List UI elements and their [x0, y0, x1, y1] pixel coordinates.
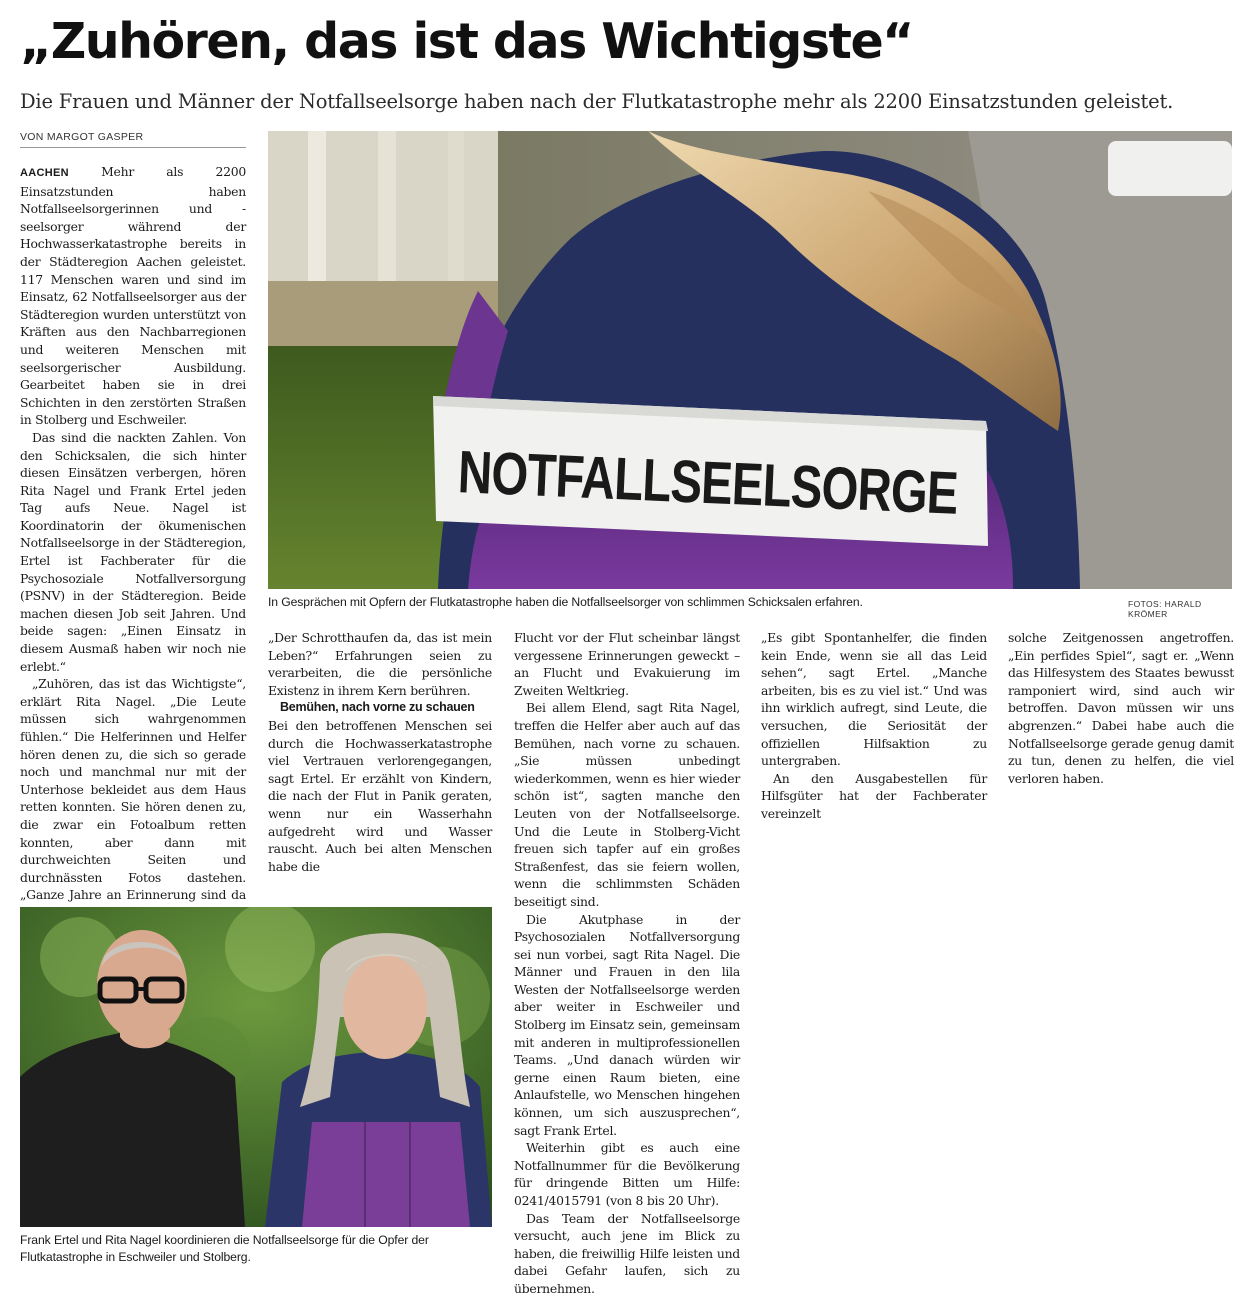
article-column-3: [514, 629, 740, 1298]
ertel-nagel-portrait: [20, 907, 492, 1227]
portrait-photo-caption: Frank Ertel und Rita Nagel koordinieren die Notfallseelsorge für die Opfer der Flutkatastrophe in Eschweiler und Stolberg.: [20, 1233, 429, 1264]
headline: „Zuhören, das ist das Wichtigste“: [20, 13, 913, 70]
byline: VON MARGOT GASPER: [20, 130, 246, 148]
paragraph: Bei den betroffenen Menschen sei durch die Hochwasserkatastrophe viel Vertrauen verlorengegangen, sagt Ertel. Er erzählt von Kindern, die nach der Flut in Panik geraten, wenn nur ein Wasserhahn aufgedreht wird und Wasser rauscht. Auch bei alten Menschen habe die: [268, 717, 492, 874]
portrait-photo: [20, 907, 492, 1227]
paragraph: Weiterhin gibt es auch eine Notfallnummer für die Bevölkerung für dringende Bitten um Hilfe: 0241/4015791 (von 8 bis 20 Uhr).: [514, 1140, 740, 1208]
article-column-4: [761, 629, 987, 823]
subheading: Bemühen, nach vorne zu schauen: [280, 700, 475, 715]
paragraph: Die Akutphase in der Psychosozialen Notfallversorgung sei nun vorbei, sagt Rita Nagel. Die Männer und Frauen in den lila Westen der Notfallseelsorge werden aber weiter in Eschweiler und Stolberg im Einsatz sein, gemeinsam mit anderen in multiprofessionellen Teams. „Und danach würden wir gerne einen Raum bieten, eine Anlaufstelle, wo Menschen hingehen können, um sich auszusprechen“, sagt Frank Ertel.: [514, 911, 740, 1138]
paragraph: solche Zeitgenossen angetroffen. „Ein perfides Spiel“, sagt er. „Wenn das Hilfesystem des Staates bewusst ramponiert wird, sind auch wir betroffen. Davon müssen wir uns abgrenzen.“ Dabei habe auch die Notfallseelsorge gerade genug damit zu tun, denen zu helfen, die viel verloren haben.: [1008, 630, 1234, 786]
paragraph: Das sind die nackten Zahlen. Von den Schicksalen, die sich hinter diesen Einsätzen verbergen, hören Rita Nagel und Frank Ertel jeden Tag aufs Neue. Nagel ist Koordinatorin der ökumenischen Notfallseelsorge in der Städteregion, Ertel ist Fachberater für die Psychosoziale Notfallversorgung (PSNV) in der Städteregion. Beide machen diesen Job seit Jahren. Und beide sagen: „Einen Einsatz in diesem Ausmaß haben wir noch nie erlebt.“: [20, 429, 246, 674]
article-column-2: [268, 629, 492, 875]
paragraph: An den Ausgabestellen für Hilfsgüter hat der Fachberater vereinzelt: [761, 770, 987, 821]
paragraph-text: Mehr als 2200 Einsatzstunden haben Notfallseelsorgerinnen und -seelsorger während der Hochwasserkatastrophe bereits in der Städteregion Aachen geleistet. 117 Menschen waren und sind im Einsatz, 62 Notfallseelsorger aus der Städteregion wurden unterstützt von Kräften aus den Nachbarregionen und weiteren Menschen mit seelsorgerischer Ausbildung. Gearbeitet haben sie in drei Schichten in den zerstörten Straßen in Stolberg und Eschweiler.: [20, 164, 246, 428]
main-photo-caption: In Gesprächen mit Opfern der Flutkatastrophe haben die Notfallseelsorger von schlimmen Schicksalen erfahren.: [268, 595, 863, 609]
paragraph: „Der Schrotthaufen da, das ist mein Leben?“ Erfahrungen seien zu verarbeiten, die die persönliche Existenz in ihrem Kern berühren.: [268, 630, 492, 698]
subline: Die Frauen und Männer der Notfallseelsorge haben nach der Flutkatastrophe mehr als 2200 Einsatzstunden geleistet.: [20, 90, 1174, 113]
paragraph: „Zuhören, das ist das Wichtigste“, erklärt Rita Nagel. „Die Leute müssen sich wahrgenommen fühlen.“ Die Helferinnen und Helfer hören denen zu, die sich so gerade noch und manchmal nur mit der Unterhose bekleidet aus dem Haus retten konnten. Sie hören denen zu, die zwar ein Fotoalbum retten konnten, aber dann mit durchweichten Seiten und durchnässten Fotos dastehen. „Ganze Jahre an Erinnerung sind da: [20, 676, 246, 903]
notfallseelsorge-vest-photo: [268, 131, 1232, 589]
paragraph: „Es gibt Spontanhelfer, die finden kein Ende, wenn sie all das Leid sehen“, sagt Ertel. „Manche arbeiten, bis es zu viel ist.“ Und was ihn wirklich aufregt, sind Leute, die versuchen, die Seriosität der offiziellen Hilfsaktion zu untergraben.: [761, 630, 987, 769]
paragraph: Das Team der Notfallseelsorge versucht, auch jene im Blick zu haben, die freiwillig Hilfe leisten und dabei Gefahr laufen, sich zu übernehmen.: [514, 1210, 740, 1296]
article-column-1: [20, 163, 246, 974]
dateline: AACHEN: [20, 167, 69, 179]
vest-label-text: NOTFALLSEELSORGE: [456, 438, 1094, 533]
paragraph: Bei allem Elend, sagt Rita Nagel, treffen die Helfer aber auch auf das Bemühen, nach vorne zu schauen. „Sie müssen unbedingt wiederkommen, wenn es hier wieder schön ist“, sagten manche den Leuten von der Notfallseelsorge. Und die Leute in Stolberg-Vicht freuen sich tapfer auf ein großes Straßenfest, das sie feiern wollen, wenn die schlimmsten Schäden beseitigt sind.: [514, 700, 740, 909]
paragraph: Flucht vor der Flut scheinbar längst vergessene Erinnerungen geweckt – an Flucht und Evakuierung im Zweiten Weltkrieg.: [514, 630, 740, 698]
main-photo: [268, 131, 1232, 589]
photo-credit: FOTOS: HARALD KRÖMER: [1128, 599, 1202, 619]
paragraph: [20, 163, 246, 429]
article-column-5: [1008, 629, 1234, 787]
